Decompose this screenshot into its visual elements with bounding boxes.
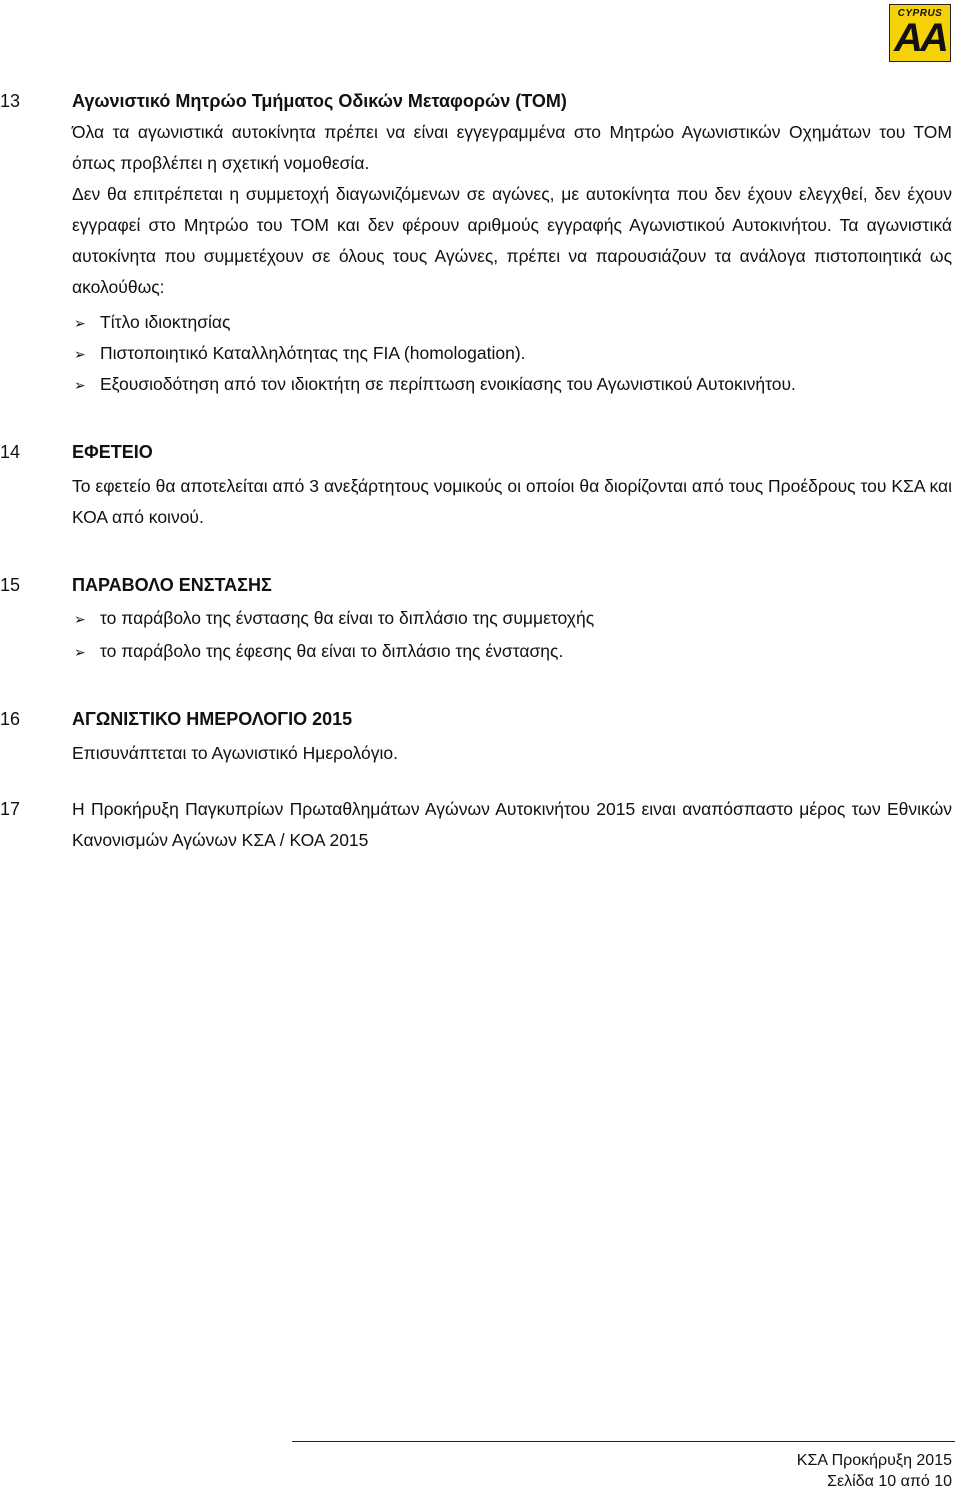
section-number: 13	[0, 91, 21, 111]
bullet-item	[74, 603, 594, 635]
bullet-item	[74, 307, 230, 339]
footer-page-number: Σελίδα 10 από 10	[827, 1473, 952, 1490]
section-number: 17	[0, 799, 21, 819]
section-paragraph: Η Προκήρυξη Παγκυπρίων Πρωταθλημάτων Αγώνων Αυτοκινήτου 2015 ειναι αναπόσπαστο μέρος των Εθνικών Κανονισμών Αγώνων ΚΣΑ / ΚΟΑ 2015	[72, 799, 952, 850]
bullet-text: Τίτλο ιδιοκτησίας	[100, 312, 231, 332]
section-number: 14	[0, 442, 21, 462]
footer-title: ΚΣΑ Προκήρυξη 2015	[796, 1452, 952, 1469]
arrow-bullet-icon: ➢	[74, 346, 86, 362]
section-number: 15	[0, 575, 21, 595]
cyprus-aa-logo	[889, 4, 951, 62]
logo-main-text: AA	[894, 16, 946, 60]
section-number: 16	[0, 709, 21, 729]
section-paragraph: Το εφετείο θα αποτελείται από 3 ανεξάρτητους νομικούς οι οποίοι θα διορίζονται από τους Προέδρους του ΚΣΑ και ΚΟΑ από κοινού.	[72, 476, 952, 527]
footer-divider	[292, 1441, 955, 1442]
logo-top-text: CYPRUS	[897, 8, 943, 19]
bullet-item	[74, 338, 526, 370]
section-heading: ΑΓΩΝΙΣΤΙΚΟ ΗΜΕΡΟΛΟΓΙΟ 2015	[72, 709, 353, 729]
section-paragraph: Όλα τα αγωνιστικά αυτοκίνητα πρέπει να είναι εγγεγραμμένα στο Μητρώο Αγωνιστικών Οχημάτων του ΤΟΜ όπως προβλέπει η σχετική νομοθεσία.	[72, 122, 952, 173]
section-heading: ΠΑΡΑΒΟΛΟ ΕΝΣΤΑΣΗΣ	[72, 575, 272, 595]
section-heading: ΕΦΕΤΕΙΟ	[72, 442, 153, 462]
bullet-text: Εξουσιοδότηση από τον ιδιοκτήτη σε περίπτωση ενοικίασης του Αγωνιστικού Αυτοκινήτου.	[100, 374, 796, 394]
bullet-text: Πιστοποιητικό Καταλληλότητας της FIA (homologation).	[100, 343, 526, 363]
arrow-bullet-icon: ➢	[74, 611, 86, 627]
bullet-item	[74, 369, 796, 401]
bullet-text: το παράβολο της έφεσης θα είναι το διπλάσιο της ένστασης.	[100, 641, 564, 661]
section-paragraph: Δεν θα επιτρέπεται η συμμετοχή διαγωνιζόμενων σε αγώνες, με αυτοκίνητα που δεν έχουν ελεγχθεί, δεν έχουν εγγραφεί στο Μητρώο του ΤΟΜ και δεν φέρουν αριθμούς εγγραφής Αγωνιστικού Αυτοκινήτου. Τα αγωνιστικά αυτοκίνητα που συμμετέχουν σε όλους τους Αγώνες, πρέπει να παρουσιάζουν τα ανάλογα πιστοποιητικά ως ακολούθως:	[72, 184, 952, 297]
arrow-bullet-icon: ➢	[74, 644, 86, 660]
bullet-text: το παράβολο της ένστασης θα είναι το διπλάσιο της συμμετοχής	[100, 608, 595, 628]
arrow-bullet-icon: ➢	[74, 377, 86, 393]
arrow-bullet-icon: ➢	[74, 315, 86, 331]
bullet-item	[74, 636, 563, 668]
section-heading: Αγωνιστικό Μητρώο Τμήματος Οδικών Μεταφορών (ΤΟΜ)	[72, 91, 567, 111]
section-paragraph: Επισυνάπτεται το Αγωνιστικό Ημερολόγιο.	[72, 743, 398, 763]
